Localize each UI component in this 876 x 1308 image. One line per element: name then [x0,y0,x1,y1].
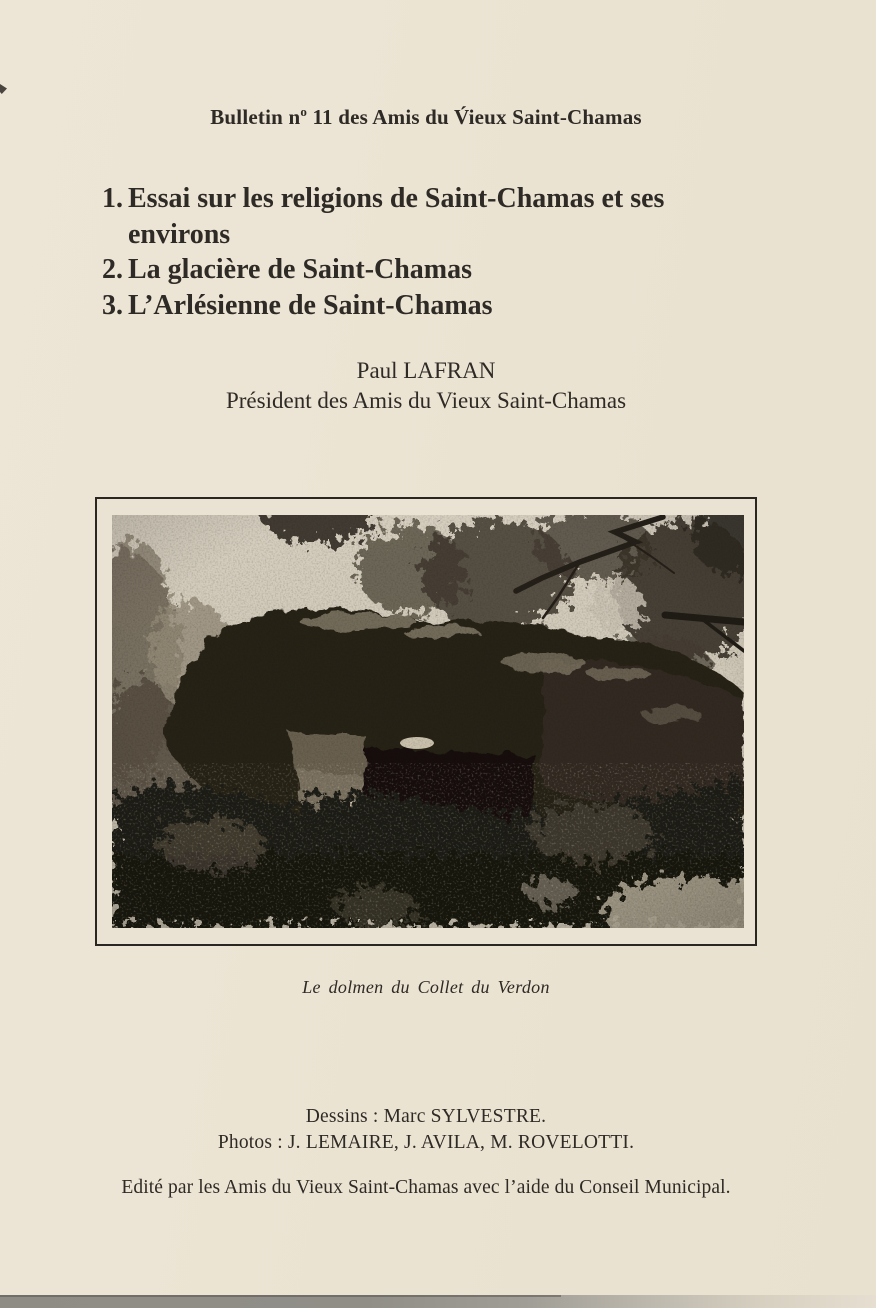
title-ordinal: o [300,104,308,119]
author-name: Paul LAFRAN [356,358,496,383]
photo-caption: Le dolmen du Collet du Verdon [302,977,550,997]
scan-artifact-tick [0,84,7,94]
toc-item-2 [102,252,782,288]
author-block [95,356,757,416]
publisher-line: Edité par les Amis du Vieux Saint-Chamas avec l’aide du Conseil Municipal. [121,1177,731,1198]
toc-item-line: La glacière de Saint-Chamas [128,254,473,285]
bulletin-title [95,99,757,130]
toc-item-text [128,252,782,288]
credits-photos: Photos : J. LEMAIRE, J. AVILA, M. ROVELOTTI. [217,1132,635,1153]
toc-item-line: L’Arlésienne de Saint-Chamas [128,289,493,321]
toc-item-3 [102,288,782,324]
toc-item-number: 3. [102,289,123,321]
title-rest: 11 des Amis du V́ieux Saint-Chamas [307,105,642,129]
photo-frame [95,497,757,946]
toc-item-line: environs [128,218,231,250]
toc-item-number: 1. [102,183,123,214]
credits-drawings: Dessins : Marc SYLVESTRE. [305,1106,547,1127]
toc-item-number: 2. [102,254,123,285]
toc-item-1 [102,181,782,252]
title-prefix: Bulletin n [210,105,301,129]
toc-item-line: Essai sur les religions de Saint-Chamas et ses [128,183,665,214]
dolmen-photo [112,515,744,928]
credits-block [95,1104,757,1156]
toc-item-text [128,181,782,252]
scanner-edge-band [0,1295,876,1308]
toc-item-text [128,288,782,324]
author-role: Président des Amis du Vieux Saint-Chamas [225,388,627,413]
photo-vignette [112,515,744,928]
table-of-contents [102,181,782,323]
